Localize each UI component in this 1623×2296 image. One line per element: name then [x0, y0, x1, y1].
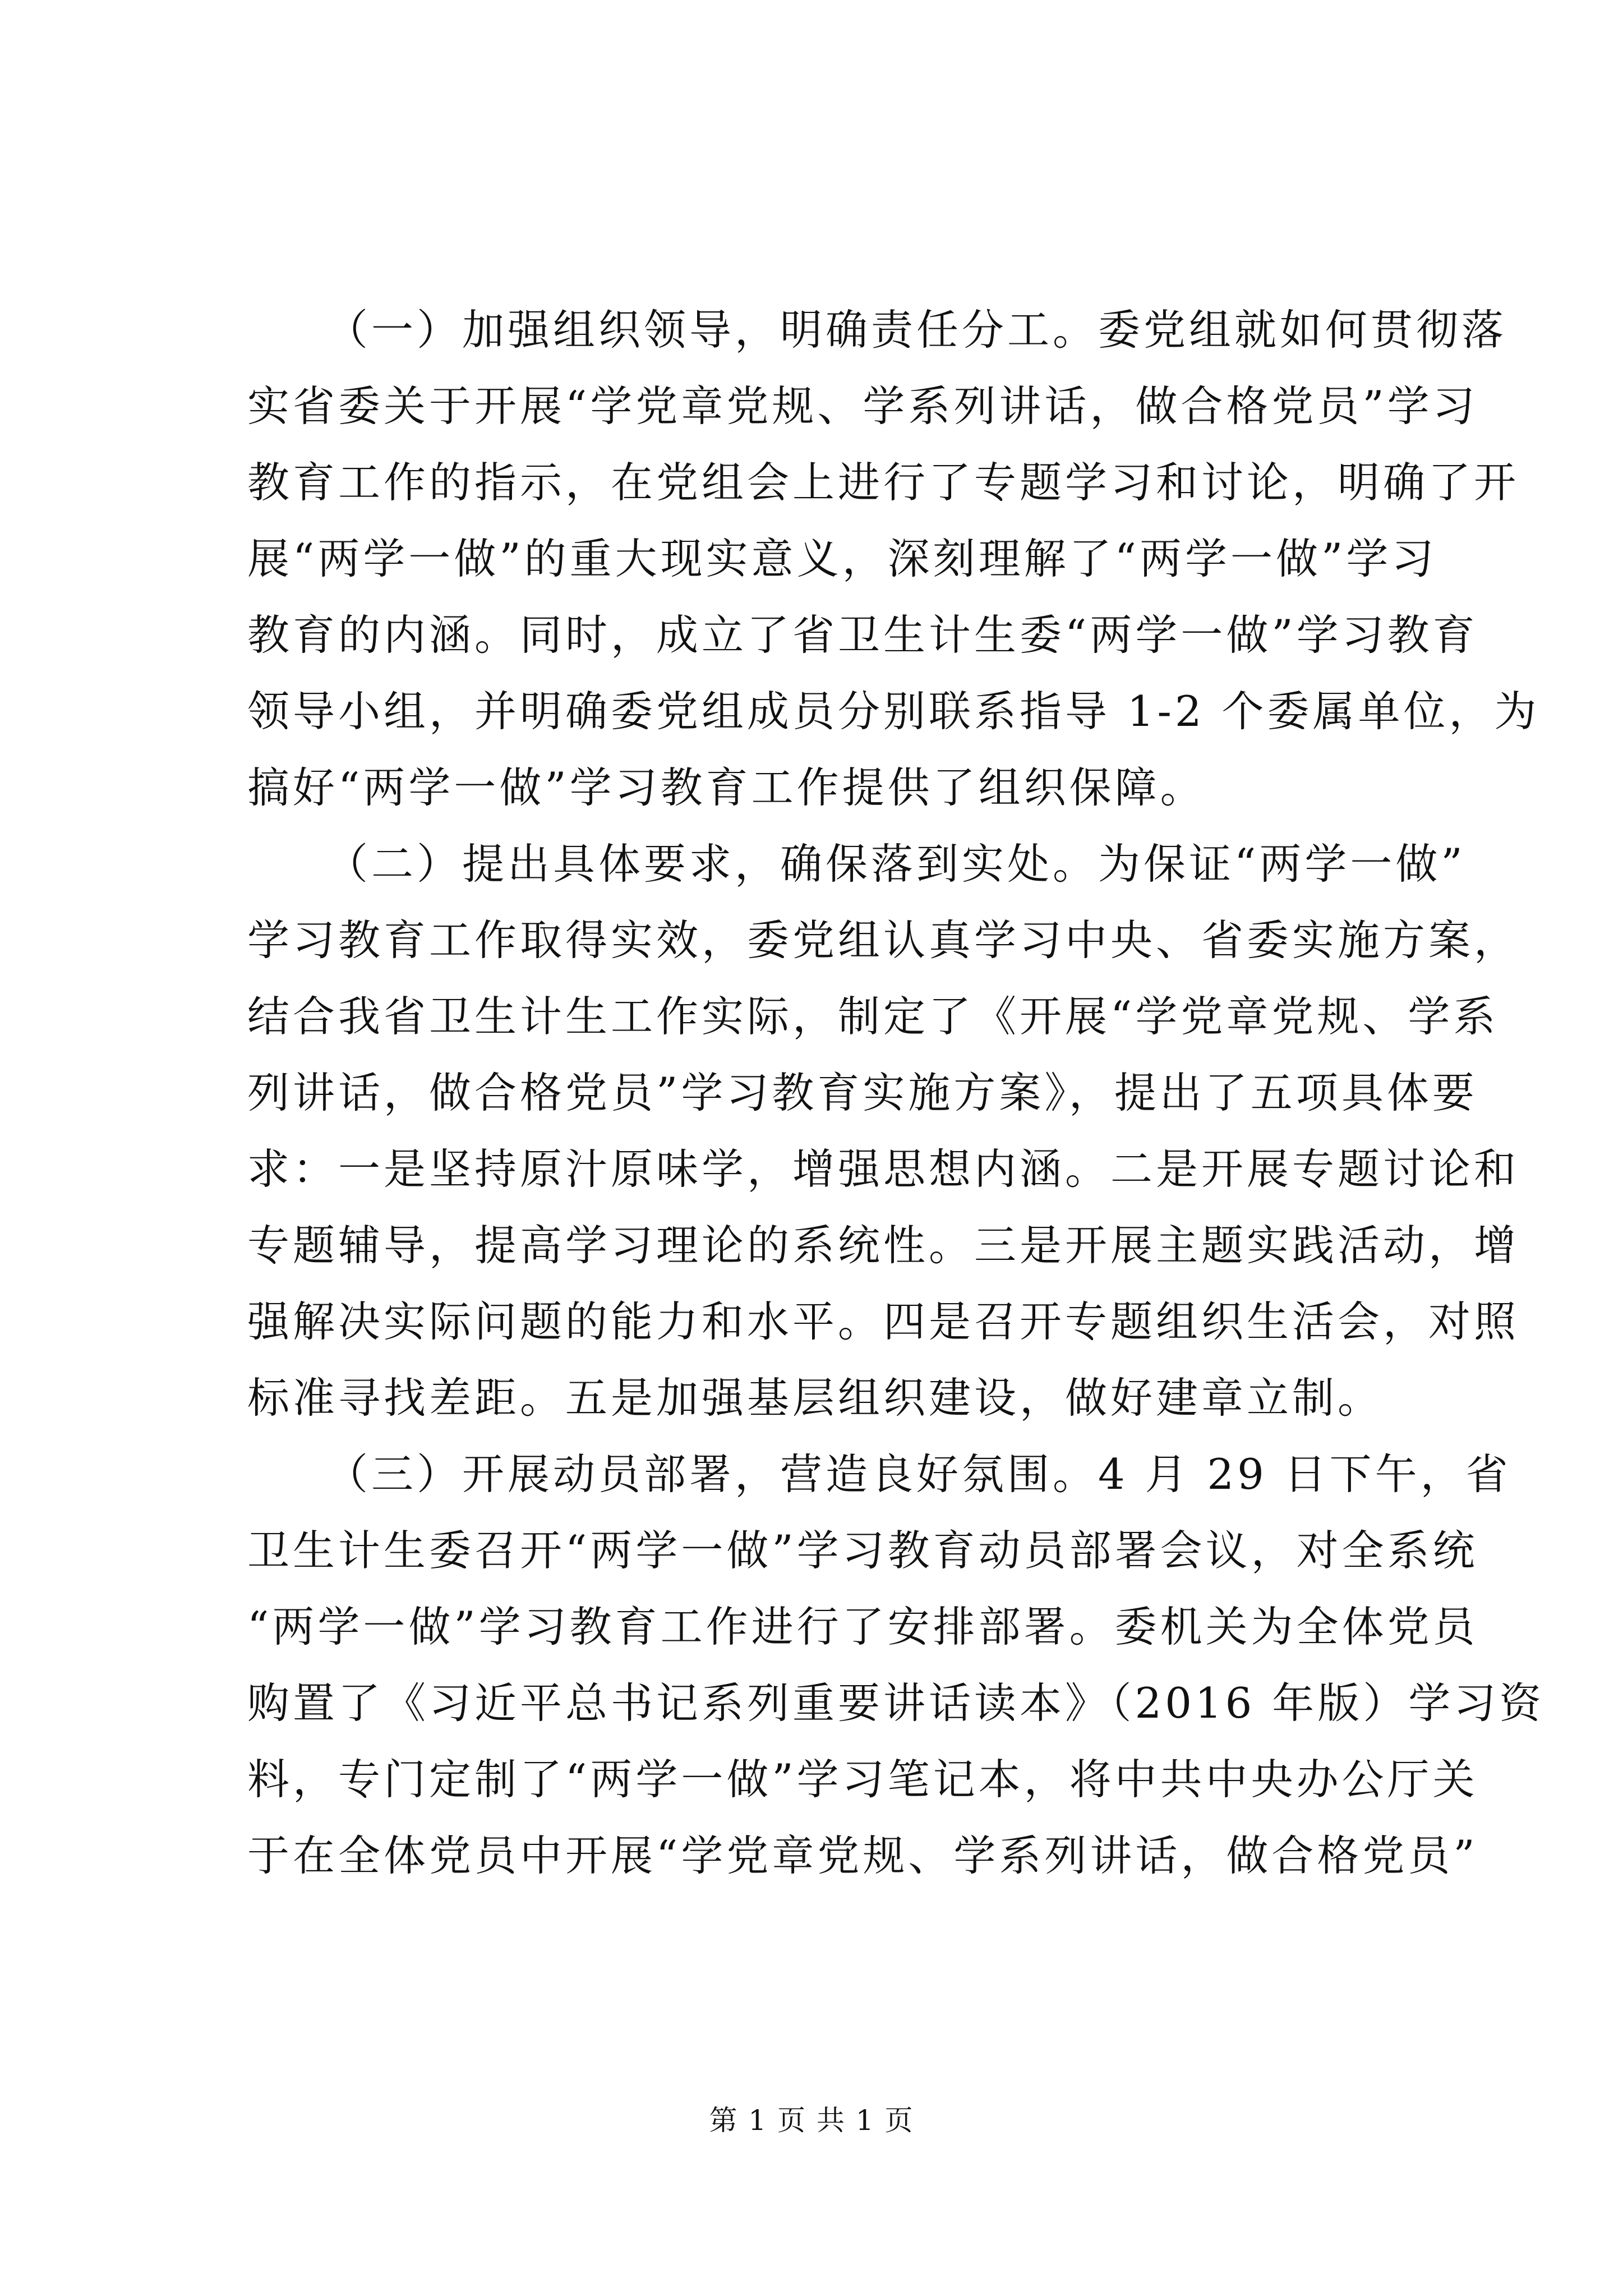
paragraph-line: 于在全体党员中开展“学党章党规、学系列讲话，做合格党员” — [247, 1831, 1478, 1880]
paragraph-line: 强解决实际问题的能力和水平。四是召开专题组织生活会，对照 — [247, 1297, 1520, 1346]
paragraph-line: 领导小组，并明确委党组成员分别联系指导 1-2 个委属单位，为 — [247, 687, 1540, 736]
paragraph-line: 结合我省卫生计生工作实际，制定了《开展“学党章党规、学系 — [247, 992, 1499, 1041]
paragraph-3 — [247, 1436, 1545, 1894]
paragraph-line: 搞好“两学一做”学习教育工作提供了组织保障。 — [247, 763, 1206, 812]
paragraph-line: 料，专门定制了“两学一做”学习笔记本，将中共中央办公厅关 — [247, 1755, 1478, 1804]
paragraph-line: 专题辅导，提高学习理论的系统性。三是开展主题实践活动，增 — [247, 1221, 1520, 1270]
paragraph-line: 学习教育工作取得实效，委党组认真学习中央、省委实施方案， — [247, 915, 1520, 965]
paragraph-line: 标准寻找差距。五是加强基层组织建设，做好建章立制。 — [247, 1373, 1384, 1423]
paragraph-line: 实省委关于开展“学党章党规、学系列讲话，做合格党员”学习 — [247, 381, 1478, 431]
paragraph-2 — [247, 826, 1520, 1436]
paragraph-line: 展“两学一做”的重大现实意义，深刻理解了“两学一做”学习 — [247, 534, 1437, 583]
paragraph-line: 教育的内涵。同时，成立了省卫生计生委“两学一做”学习教育 — [247, 610, 1478, 660]
paragraph-line: 列讲话，做合格党员”学习教育实施方案》，提出了五项具体要 — [247, 1068, 1478, 1117]
paragraph-line: “两学一做”学习教育工作进行了安排部署。委机关为全体党员 — [247, 1602, 1478, 1651]
document-body — [247, 292, 1545, 1894]
paragraph-line: 求：一是坚持原汁原味学，增强思想内涵。二是开展专题讨论和 — [247, 1144, 1520, 1194]
paragraph-line: （三）开展动员部署，营造良好氛围。4 月 29 日下午，省 — [326, 1450, 1511, 1499]
paragraph-line: （一）加强组织领导，明确责任分工。委党组就如何贯彻落 — [326, 305, 1507, 355]
page-footer — [0, 2101, 1623, 2140]
paragraph-line: （二）提出具体要求，确保落到实处。为保证“两学一做” — [326, 839, 1466, 889]
paragraph-line: 卫生计生委召开“两学一做”学习教育动员部署会议，对全系统 — [247, 1526, 1478, 1575]
paragraph-1 — [247, 292, 1540, 826]
paragraph-line: 教育工作的指示，在党组会上进行了专题学习和讨论，明确了开 — [247, 458, 1520, 507]
paragraph-line: 购置了《习近平总书记系列重要讲话读本》（2016 年版）学习资 — [247, 1678, 1545, 1728]
page-number-label: 第 1 页 共 1 页 — [709, 2104, 914, 2137]
